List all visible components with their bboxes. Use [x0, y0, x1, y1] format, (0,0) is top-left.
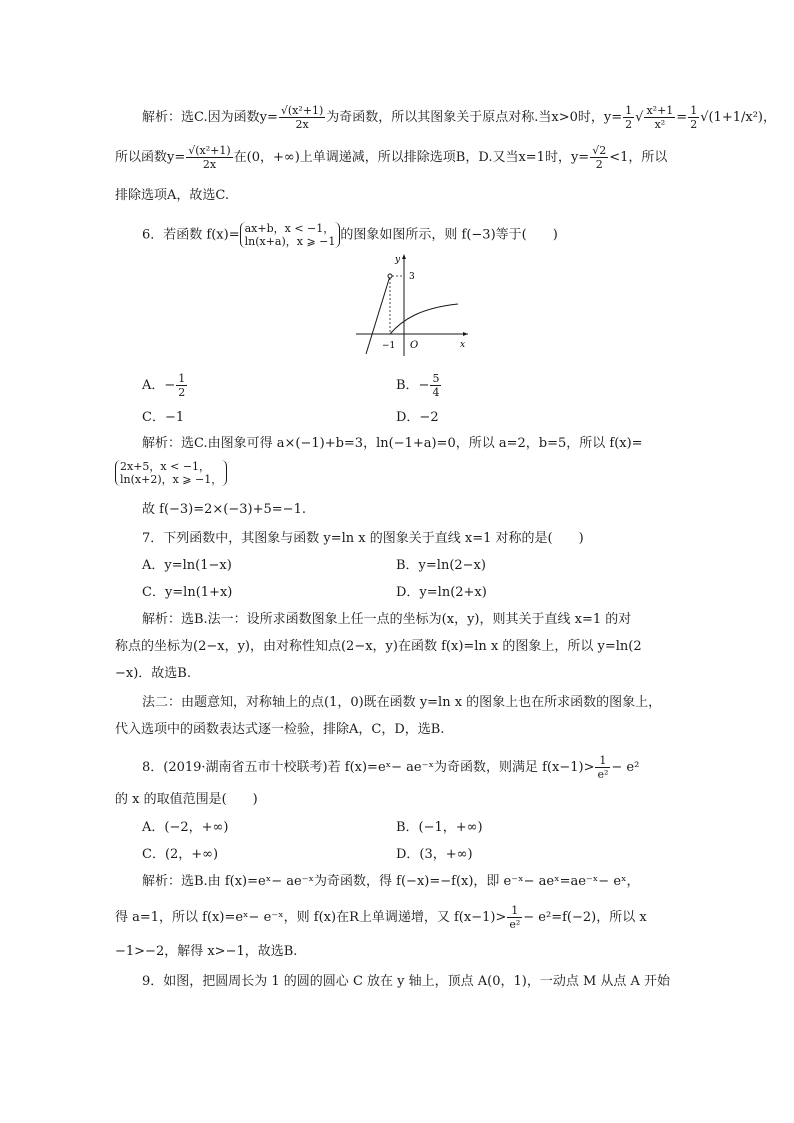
q7-option-d[interactable]: D．y=ln(2+x)	[396, 585, 487, 600]
q8-option-d[interactable]: D．(3，+∞)	[396, 847, 473, 862]
case-line: ax+b，x < −1，	[244, 222, 335, 235]
q6-solution-line-1: 解析：选C.由图象可得 a×(−1)+b=3，ln(−1+a)=0，所以 a=2，b=5，所以 f(x)=	[142, 436, 643, 451]
text-span: B．−	[396, 378, 430, 393]
text-span: 解析：选C.因为函数y=	[142, 110, 278, 125]
denominator: e²	[597, 768, 609, 781]
text-span: 为奇函数，所以其图象关于原点对称.当x>0时，y=	[326, 110, 623, 125]
x-axis-label: x	[460, 340, 466, 350]
q7-solution-line-5: 代入选项中的函数表达式逐一检验，排除A，C，D，选B.	[115, 722, 445, 737]
case-line: ln(x+a)，x ⩾ −1	[244, 235, 336, 248]
denominator: x²	[654, 118, 666, 131]
q6-option-c[interactable]: C．−1	[142, 410, 185, 425]
text-span: 得 a=1，所以 f(x)=eˣ− e⁻ˣ，则 f(x)在R上单调递增，又 f(x−1)>	[115, 910, 507, 925]
case-line: ln(x+2)，x ⩾ −1，	[120, 473, 223, 486]
denominator: 2	[178, 386, 186, 399]
piecewise-brace	[240, 222, 341, 248]
text-span: 8．(2019·湖南省五市十校联考)若 f(x)=eˣ− ae⁻ˣ为奇函数，则满足 f(x−1)>	[142, 760, 595, 775]
numerator: √2	[592, 144, 607, 157]
function-graph-figure	[352, 250, 470, 358]
fraction	[430, 372, 441, 399]
origin-label: O	[410, 340, 419, 351]
numerator: 1	[625, 104, 633, 117]
denominator: 2	[625, 118, 633, 131]
q7-solution-line-1: 解析：选B.法一：设所求函数图象上任一点的坐标为(x，y)，则其关于直线 x=1 的对	[142, 612, 632, 627]
neg-one-label: −1	[382, 341, 396, 351]
log-curve	[390, 304, 458, 334]
q8-solution-line-2	[115, 904, 695, 931]
numerator: 5	[432, 372, 440, 385]
text-span: 在(0，+∞)上单调递减，所以排除选项B，D.又当x=1时，y=	[233, 150, 590, 165]
denominator: e²	[509, 918, 521, 931]
y-axis-arrow	[402, 254, 406, 259]
q8-option-c[interactable]: C．(2，+∞)	[142, 847, 219, 862]
fraction	[186, 144, 232, 171]
denominator: 4	[432, 386, 440, 399]
question-8-line-2: 的 x 的取值范围是( )	[115, 792, 258, 807]
fraction	[688, 104, 699, 131]
numerator: √(x²+1)	[280, 104, 324, 117]
q6-option-a[interactable]	[142, 372, 188, 399]
q6-option-d[interactable]: D．−2	[396, 410, 439, 425]
numerator: 1	[507, 904, 522, 918]
q8-solution-line-3: −1>−2，解得 x>−1，故选B.	[115, 944, 298, 959]
q7-solution-line-4: 法二：由题意知，对称轴上的点(1，0)既在函数 y=ln x 的图象上也在所求函数的图象上，	[142, 695, 662, 710]
fraction	[279, 104, 325, 131]
text-span: 6．若函数 f(x)=	[142, 227, 240, 243]
text-span: <1，所以	[609, 150, 668, 165]
denominator: 2	[690, 118, 698, 131]
open-endpoint	[388, 274, 392, 278]
text-span: =	[676, 110, 688, 125]
fraction	[590, 144, 608, 171]
fraction	[176, 372, 187, 399]
q7-option-c[interactable]: C．y=ln(1+x)	[142, 585, 233, 600]
solution-5-line-1: 解析：选C.因为函数y= $\frac{\text{√(x²+1)}}{2x}$ 为奇函数，所以其图象关于原点对称.当x>0时，y= $\frac{1}{2}$ √ $\frac{\text{x²+1}}{\text{x²}}$ = $\frac{1}{2}$ √(1+1/x²)，	[142, 104, 776, 131]
solution-5-line-2	[115, 144, 695, 171]
numerator: 1	[595, 754, 610, 768]
question-8-line-1	[142, 754, 722, 781]
q6-solution-line-3: 故 f(−3)=2×(−3)+5=−1.	[142, 502, 306, 517]
fraction	[644, 104, 675, 131]
denominator: 2x	[295, 118, 309, 131]
case-line: 2x+5，x < −1，	[120, 460, 211, 473]
fraction	[507, 904, 522, 931]
numerator: 1	[178, 372, 186, 385]
three-label: 3	[409, 272, 415, 282]
q6-option-b[interactable]	[396, 372, 442, 399]
question-6	[142, 222, 722, 248]
denominator: 2x	[202, 158, 217, 171]
question-7: 7．下列函数中，其图象与函数 y=ln x 的图象关于直线 x=1 对称的是( )	[142, 531, 584, 546]
q7-option-a[interactable]: A．y=ln(1−x)	[142, 558, 232, 573]
q8-option-a[interactable]: A．(−2，+∞)	[142, 820, 229, 835]
q6-solution-line-2	[115, 460, 695, 486]
y-axis-label: y	[395, 255, 401, 265]
text-span: A．−	[142, 378, 176, 393]
numerator: √(x²+1)	[188, 144, 231, 157]
q8-option-b[interactable]: B．(−1，+∞)	[396, 820, 483, 835]
numerator: 1	[690, 104, 698, 117]
q8-solution-line-1: 解析：选B.由 f(x)=eˣ− ae⁻ˣ为奇函数，得 f(−x)=−f(x)，即 e⁻ˣ− aeˣ=ae⁻ˣ− eˣ，	[142, 874, 640, 889]
text-span: 所以函数y=	[115, 150, 186, 165]
numerator: x²+1	[646, 104, 674, 117]
question-9-line-1: 9．如图，把圆周长为 1 的圆的圆心 C 放在 y 轴上，顶点 A(0，1)，一动点 M 从点 A 开始	[142, 974, 671, 989]
fraction	[595, 754, 610, 781]
piecewise-brace	[115, 460, 227, 486]
q7-option-b[interactable]: B．y=ln(2−x)	[396, 558, 486, 573]
text-span: − e²	[611, 760, 640, 775]
solution-5-line-3: 排除选项A，故选C.	[115, 188, 230, 203]
x-axis-arrow	[463, 332, 468, 336]
text-span: 的图象如图所示，则 f(−3)等于( )	[340, 227, 558, 243]
text-span: √(1+1/x²)，	[700, 110, 776, 125]
q7-solution-line-3: −x)．故选B.	[115, 666, 191, 681]
q7-solution-line-2: 称点的坐标为(2−x，y)，由对称性知点(2−x，y)在函数 f(x)=ln x 的图象上，所以 y=ln(2	[115, 639, 642, 654]
fraction	[623, 104, 634, 131]
denominator: 2	[595, 158, 603, 171]
text-span: − e²=f(−2)，所以 x	[523, 910, 647, 925]
